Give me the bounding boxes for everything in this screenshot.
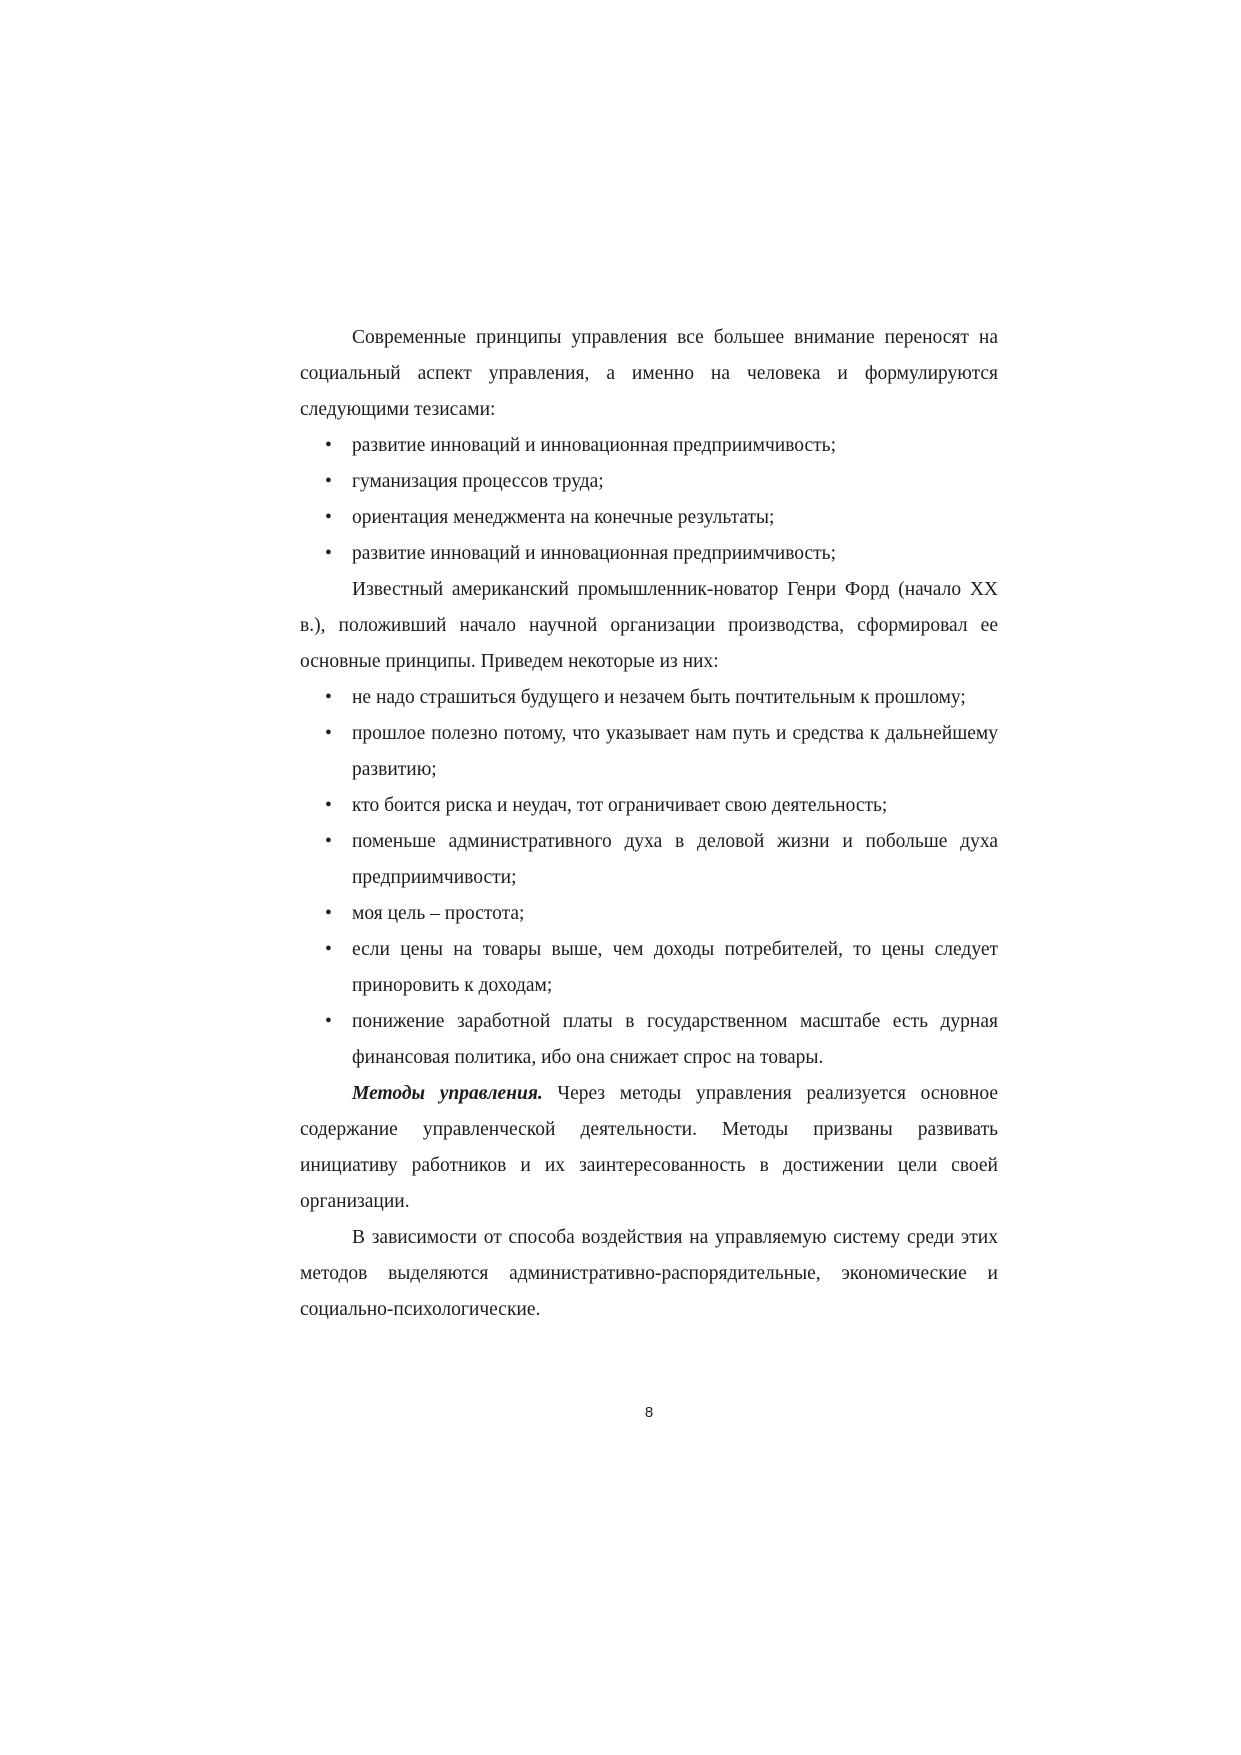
principles-list xyxy=(300,428,998,572)
list-item: • ориентация менеджмента на конечные результаты; xyxy=(300,500,998,536)
ford-principles-list xyxy=(300,680,998,1076)
paragraph-henry-ford: Известный американский промышленник-новатор Генри Форд (начало XX в.), положивший начало научной организации производства, сформировал ее основные принципы. Приведем некоторые из них: xyxy=(300,579,998,672)
page-number: 8 xyxy=(644,1404,654,1421)
list-item: • не надо страшиться будущего и незачем быть почтительным к прошлому; xyxy=(300,680,998,716)
paragraph-management-methods xyxy=(300,1076,998,1220)
list-item: • развитие инноваций и инновационная предприимчивость; xyxy=(300,428,998,464)
list-item: • если цены на товары выше, чем доходы потребителей, то цены следует приноровить к доходам; xyxy=(300,932,998,1004)
document-body xyxy=(300,320,998,1328)
list-item: • гуманизация процессов труда; xyxy=(300,464,998,500)
list-item: • прошлое полезно потому, что указывает нам путь и средства к дальнейшему развитию; xyxy=(300,716,998,788)
paragraph-method-types: В зависимости от способа воздействия на управляемую систему среди этих методов выделяются административно-распорядительные, экономические и социально-психологические. xyxy=(300,1227,998,1320)
list-item: • поменьше административного духа в деловой жизни и побольше духа предприимчивости; xyxy=(300,824,998,896)
list-item: • понижение заработной платы в государственном масштабе есть дурная финансовая политика, ибо она снижает спрос на товары. xyxy=(300,1004,998,1076)
list-item: • кто боится риска и неудач, тот ограничивает свою деятельность; xyxy=(300,788,998,824)
paragraph-modern-principles: Современные принципы управления все большее внимание переносят на социальный аспект управления, а именно на человека и формулируются следующими тезисами: xyxy=(300,327,998,420)
list-item: • моя цель – простота; xyxy=(300,896,998,932)
paragraph-text: Через методы управления реализуется основное содержание управленческой деятельности. Методы призваны развивать инициативу работников и их заинтересованность в достижении цели своей организации. xyxy=(300,1083,998,1212)
list-item: • развитие инноваций и инновационная предприимчивость; xyxy=(300,536,998,572)
section-heading-inline: Методы управления. xyxy=(352,1083,543,1104)
